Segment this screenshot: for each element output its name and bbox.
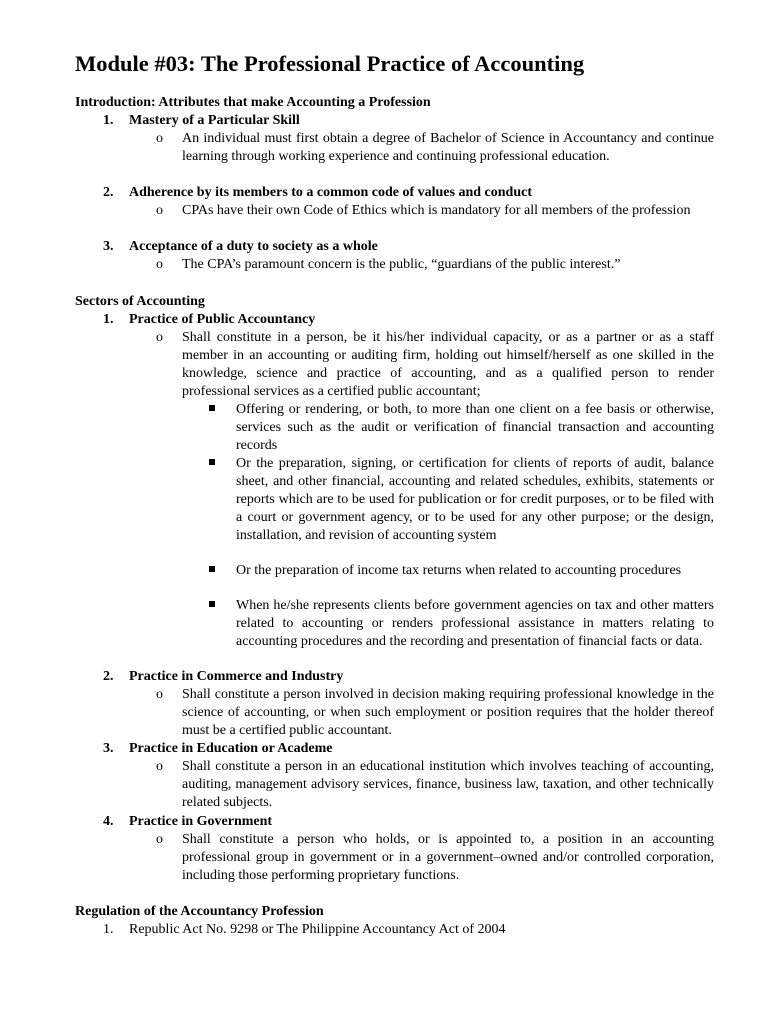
square-bullet <box>209 459 215 465</box>
item-label: Mastery of a Particular Skill <box>129 113 300 128</box>
intro-item-1 <box>103 112 300 130</box>
section-heading-introduction: Introduction: Attributes that make Accounting a Profession <box>75 95 431 110</box>
sector-item-2 <box>103 668 343 686</box>
sector-item-2-detail <box>156 686 714 740</box>
item-label: Acceptance of a duty to society as a whole <box>129 239 378 254</box>
circle-bullet: o <box>156 759 163 774</box>
bullet-text: When he/she represents clients before government agencies on tax and other matters related to accounting or renders professional assistance in matters relating to accounting procedures and the recording and presentation of financial facts or data. <box>236 598 714 649</box>
sector-item-1-detail <box>156 329 714 401</box>
detail-text: An individual must first obtain a degree of Bachelor of Science in Accountancy and continue learning through working experience and continuing professional education. <box>182 131 714 164</box>
sector-item-4-detail <box>156 831 714 885</box>
public-practice-bullet-1 <box>209 401 714 455</box>
item-label: Adherence by its members to a common code of values and conduct <box>129 185 532 200</box>
square-bullet <box>209 405 215 411</box>
public-practice-bullet-2 <box>209 455 714 545</box>
item-label: Practice in Government <box>129 814 273 829</box>
sector-item-1 <box>103 311 315 329</box>
item-label: Republic Act No. 9298 or The Philippine Accountancy Act of 2004 <box>129 922 506 937</box>
item-number: 1. <box>103 312 114 327</box>
regulation-item-1 <box>103 921 506 939</box>
sector-item-3 <box>103 740 333 758</box>
item-number: 1. <box>103 113 114 128</box>
public-practice-bullet-4 <box>209 597 714 651</box>
intro-item-1-detail <box>156 130 714 166</box>
item-label: Practice in Education or Academe <box>129 741 333 756</box>
circle-bullet: o <box>156 203 163 218</box>
square-bullet <box>209 601 215 607</box>
intro-item-3-detail <box>156 256 714 274</box>
circle-bullet: o <box>156 131 163 146</box>
item-number: 1. <box>103 922 114 937</box>
detail-text: Shall constitute a person involved in decision making requiring professional knowledge in the science of accounting, or when such employment or position requires that the holder thereof must be a certified public accountant. <box>182 687 714 738</box>
item-number: 2. <box>103 185 114 200</box>
public-practice-bullet-3 <box>209 562 714 580</box>
detail-text: Shall constitute a person in an educational institution which involves teaching of accounting, auditing, management advisory services, finance, business law, taxation, and other technically related subjects. <box>182 759 714 810</box>
section-heading-sectors: Sectors of Accounting <box>75 294 205 309</box>
detail-text: CPAs have their own Code of Ethics which is mandatory for all members of the profession <box>182 203 691 218</box>
detail-text: Shall constitute a person who holds, or is appointed to, a position in an accounting professional group in government or in a government–owned and/or controlled corporation, including those performing proprietary functions. <box>182 832 714 883</box>
circle-bullet: o <box>156 832 163 847</box>
detail-text: Shall constitute in a person, be it his/her individual capacity, or as a partner or as a staff member in an accounting or auditing firm, holding out himself/herself as one skilled in the knowledge, science and practice of accounting, and as a qualified person to render professional services as a certified public accountant; <box>182 330 714 399</box>
bullet-text: Or the preparation, signing, or certification for clients of reports of audit, balance sheet, and other financial, accounting and related schedules, exhibits, statements or reports which are to be used for publication or for credit purposes, or to be filed with a court or government agency, or to be used for any other purpose; or the design, installation, and revision of accounting system <box>236 456 714 543</box>
intro-item-2 <box>103 184 532 202</box>
square-bullet <box>209 566 215 572</box>
item-label: Practice of Public Accountancy <box>129 312 316 327</box>
item-number: 4. <box>103 814 114 829</box>
sector-item-4 <box>103 813 272 831</box>
item-number: 3. <box>103 239 114 254</box>
item-number: 3. <box>103 741 114 756</box>
item-label: Practice in Commerce and Industry <box>129 669 344 684</box>
bullet-text: Or the preparation of income tax returns when related to accounting procedures <box>236 563 682 578</box>
intro-item-2-detail <box>156 202 714 220</box>
detail-text: The CPA’s paramount concern is the public, “guardians of the public interest.” <box>182 257 621 272</box>
item-number: 2. <box>103 669 114 684</box>
circle-bullet: o <box>156 330 163 345</box>
sector-item-3-detail <box>156 758 714 812</box>
intro-item-3 <box>103 238 378 256</box>
circle-bullet: o <box>156 687 163 702</box>
page-title: Module #03: The Professional Practice of Accounting <box>75 51 585 76</box>
section-heading-regulation: Regulation of the Accountancy Profession <box>75 904 324 919</box>
circle-bullet: o <box>156 257 163 272</box>
bullet-text: Offering or rendering, or both, to more than one client on a fee basis or otherwise, services such as the audit or verification of financial transaction and accounting records <box>236 402 714 453</box>
